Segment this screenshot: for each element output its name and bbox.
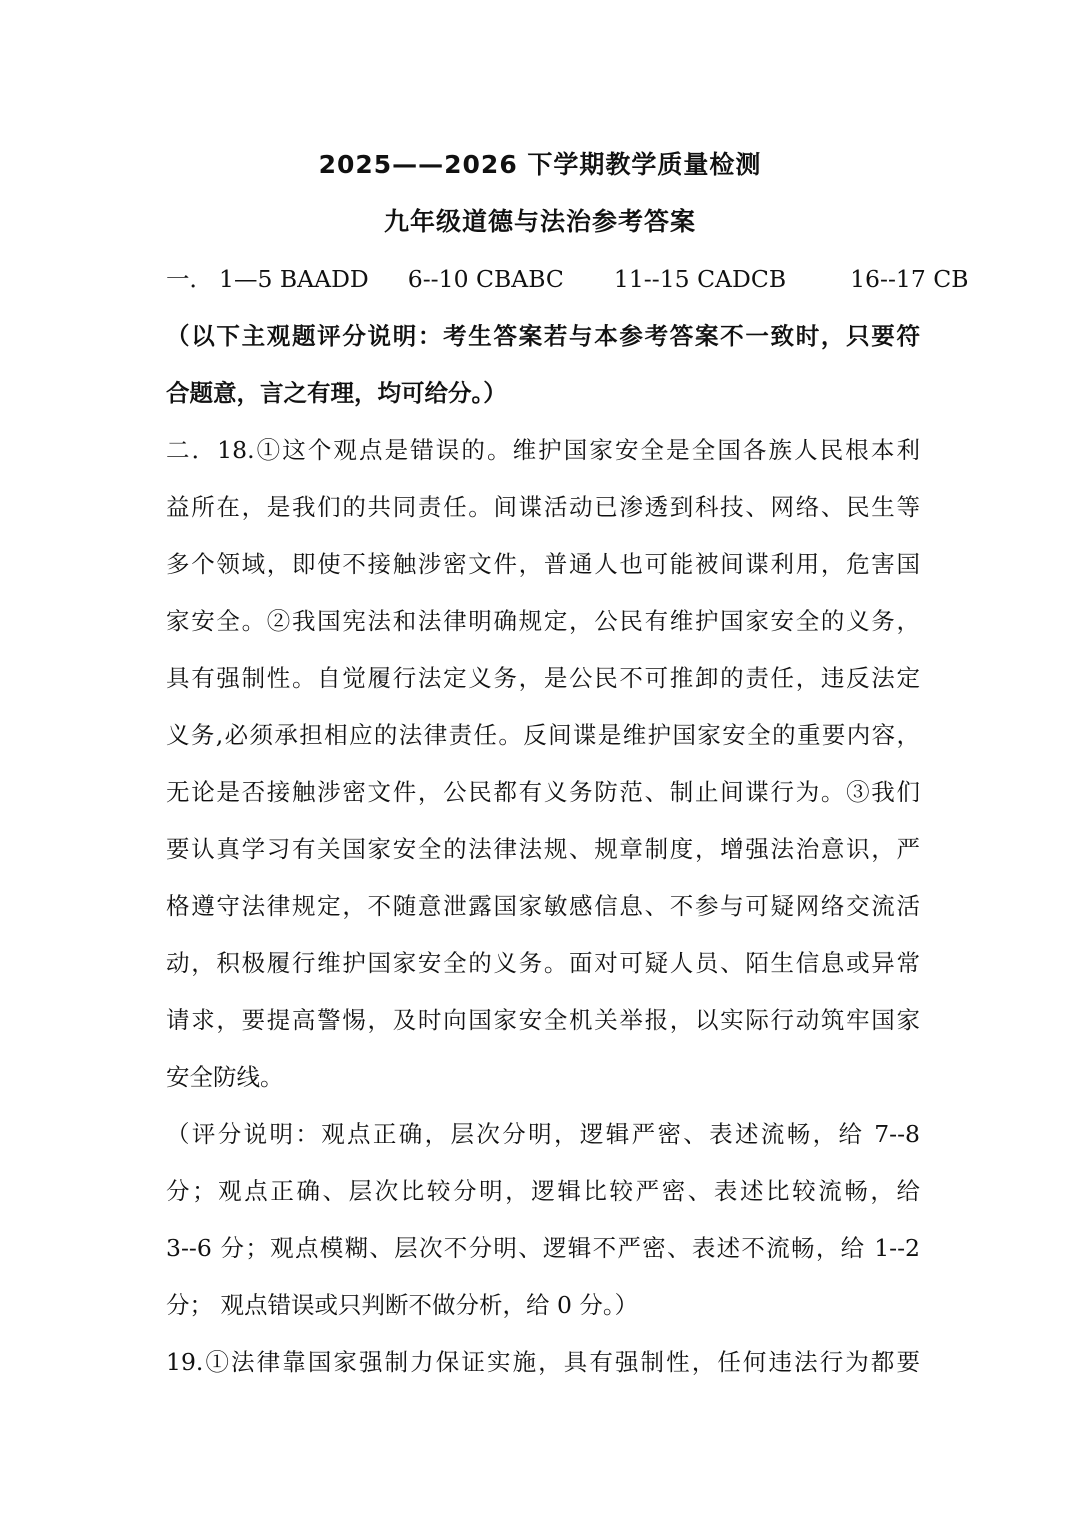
scoring-note-line: （以下主观题评分说明：考生答案若与本参考答案不一致时，只要符 bbox=[166, 322, 920, 350]
answer-group: 1—5 BAADD bbox=[219, 265, 369, 293]
answer-group: 16--17 CB bbox=[850, 265, 969, 293]
q18-answer-line: 格遵守法律规定，不随意泄露国家敏感信息、不参与可疑网络交流活 bbox=[166, 892, 920, 920]
section-one-prefix: 一． bbox=[166, 265, 213, 293]
q18-answer-line: 义务,必须承担相应的法律责任。反间谍是维护国家安全的重要内容， bbox=[166, 721, 920, 749]
q18-answer-line: 要认真学习有关国家安全的法律法规、规章制度，增强法治意识，严 bbox=[166, 835, 920, 863]
scoring-criteria-line: 3--6 分；观点模糊、层次不分明、逻辑不严密、表述不流畅，给 1--2 bbox=[166, 1234, 920, 1262]
q18-answer-line: 具有强制性。自觉履行法定义务，是公民不可推卸的责任，违反法定 bbox=[166, 664, 920, 692]
scoring-criteria-line: （评分说明：观点正确，层次分明，逻辑严密、表述流畅，给 7--8 bbox=[166, 1120, 920, 1148]
scoring-criteria-line: 分； 观点错误或只判断不做分析，给 0 分。） bbox=[166, 1291, 639, 1319]
q18-answer-line: 益所在，是我们的共同责任。间谍活动已渗透到科技、网络、民生等 bbox=[166, 493, 920, 521]
document-subtitle: 九年级道德与法治参考答案 bbox=[383, 207, 696, 236]
scoring-criteria-line: 分；观点正确、层次比较分明，逻辑比较严密、表述比较流畅，给 bbox=[166, 1177, 920, 1205]
q18-answer-line: 家安全。②我国宪法和法律明确规定，公民有维护国家安全的义务， bbox=[166, 607, 920, 635]
answer-group: 11--15 CADCB bbox=[613, 265, 787, 293]
q18-answer-line: 请求，要提高警惕，及时向国家安全机关举报，以实际行动筑牢国家 bbox=[166, 1006, 920, 1034]
q18-answer-line: 动，积极履行维护国家安全的义务。面对可疑人员、陌生信息或异常 bbox=[166, 949, 920, 977]
q18-answer-line: 二．18.①这个观点是错误的。维护国家安全是全国各族人民根本利 bbox=[166, 436, 920, 464]
answer-group: 6--10 CBABC bbox=[407, 265, 564, 293]
multiple-choice-answers bbox=[166, 260, 969, 294]
q18-answer-line: 多个领域，即使不接触涉密文件，普通人也可能被间谍利用，危害国 bbox=[166, 550, 920, 578]
q19-answer-line: 19.①法律靠国家强制力保证实施，具有强制性，任何违法行为都要 bbox=[166, 1348, 920, 1376]
document-title: 2025——2026 下学期教学质量检测 bbox=[318, 150, 762, 179]
q18-answer-line: 无论是否接触涉密文件，公民都有义务防范、制止间谍行为。③我们 bbox=[166, 778, 920, 806]
scoring-note-line: 合题意，言之有理，均可给分。） bbox=[166, 379, 507, 407]
q18-answer-line: 安全防线。 bbox=[166, 1063, 284, 1091]
